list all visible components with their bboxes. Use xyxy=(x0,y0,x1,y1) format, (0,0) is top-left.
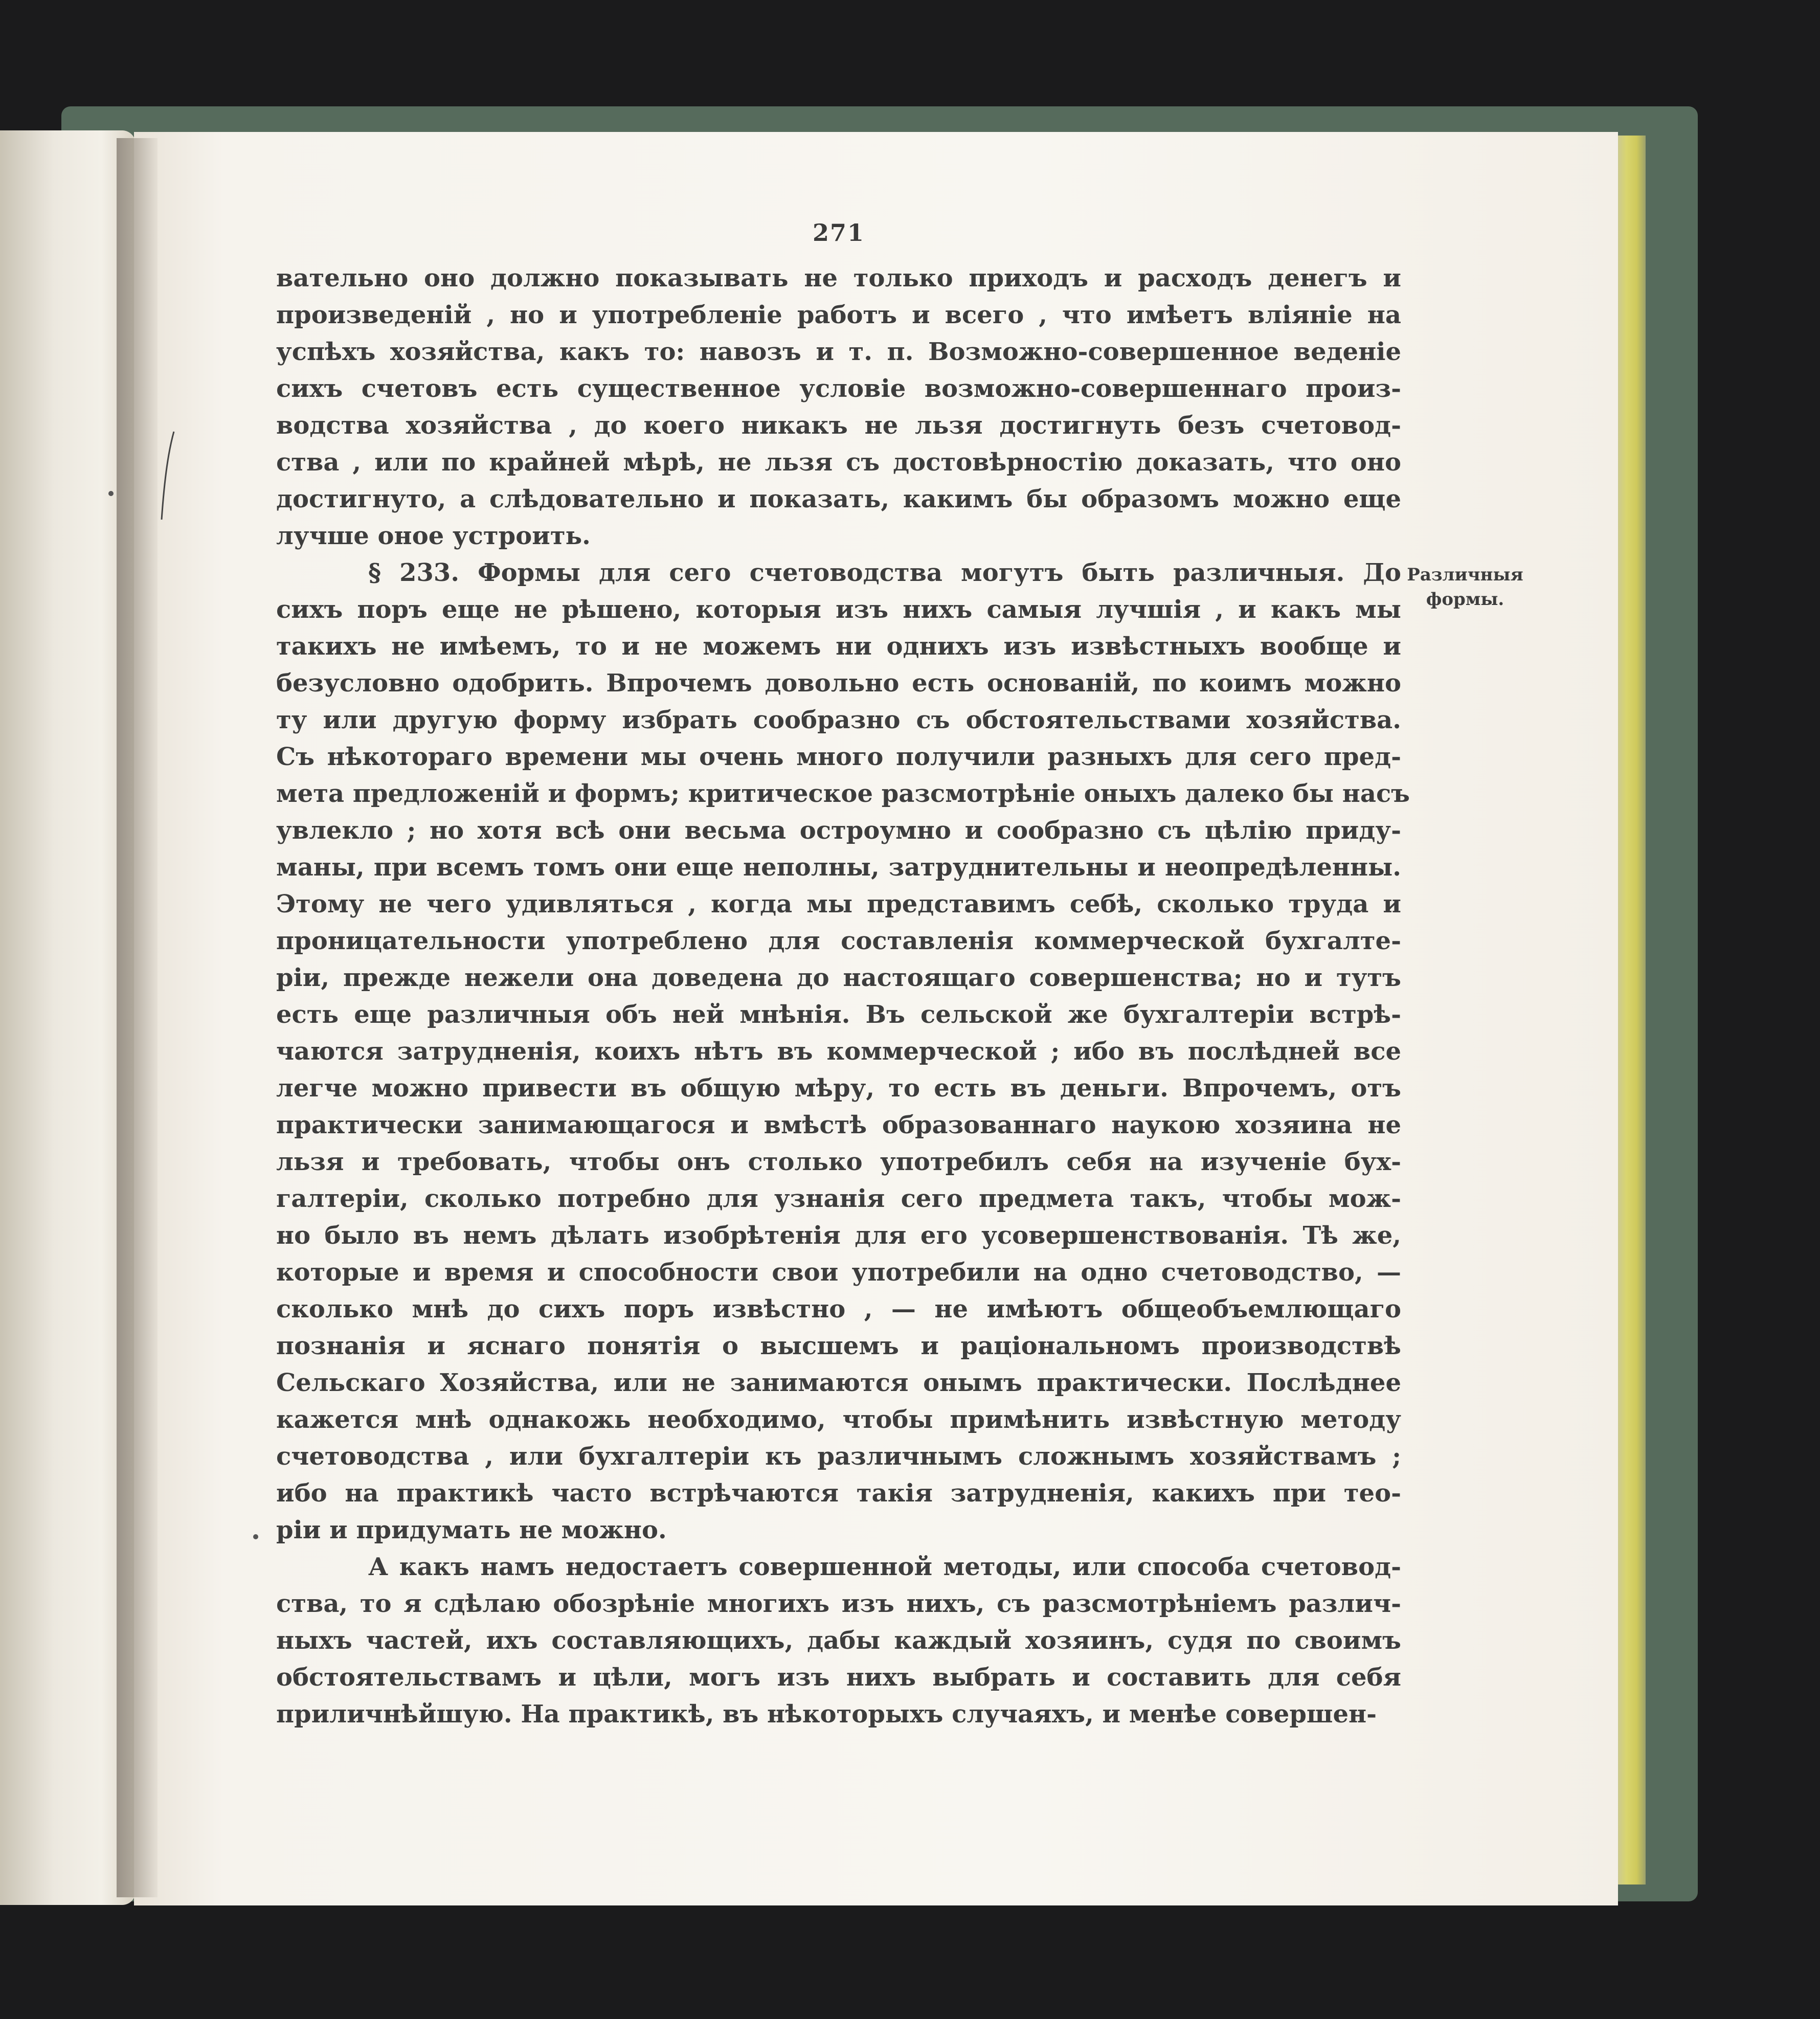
text-line: чаются затрудненія, коихъ нѣтъ въ коммерческой ; ибо въ послѣдней все xyxy=(276,1037,1401,1066)
text-line: но было въ немъ дѣлать изобрѣтенія для его усовершенствованія. Тѣ же, xyxy=(276,1221,1401,1250)
text-line: вательно оно должно показывать не только приходъ и расходъ денегъ и xyxy=(276,264,1401,293)
text-line: приличнѣйшую. На практикѣ, въ нѣкоторыхъ случаяхъ, и менѣе совершен- xyxy=(276,1700,1377,1729)
text-line: успѣхъ хозяйства, какъ то: навозъ и т. п. Возможно-совершенное веденіе xyxy=(276,338,1401,366)
paragraph xyxy=(276,554,1410,1549)
page-edge xyxy=(1616,136,1646,1885)
text-line: проницательности употреблено для составленія коммерческой бухгалте- xyxy=(276,927,1401,955)
text-line: обстоятельствамъ и цѣли, могъ изъ нихъ выбрать и составить для себя xyxy=(276,1663,1401,1692)
text-line: увлекло ; но хотя всѣ они весьма остроумно и сообразно съ цѣлію приду- xyxy=(276,816,1401,845)
text-line: счетоводства , или бухгалтеріи къ различнымъ сложнымъ хозяйствамъ ; xyxy=(276,1442,1401,1471)
paragraph xyxy=(276,260,1401,554)
text-line: ту или другую форму избрать сообразно съ обстоятельствами хозяйства. xyxy=(276,706,1401,734)
pencil-mark-icon xyxy=(153,430,184,522)
text-line: кажется мнѣ однакожь необходимо, чтобы примѣнить извѣстную методу xyxy=(276,1405,1401,1434)
text-line: практически занимающагося и вмѣстѣ образованнаго наукою хозяина не xyxy=(276,1111,1401,1139)
text-line: познанія и яснаго понятія о высшемъ и раціональномъ производствѣ xyxy=(276,1332,1401,1360)
text-line: безусловно одобрить. Впрочемъ довольно есть основаній, по коимъ можно xyxy=(276,669,1401,698)
margin-note-line: формы. xyxy=(1426,589,1504,610)
text-line: ныхъ частей, ихъ составляющихъ, дабы каждый хозяинъ, судя по своимъ xyxy=(276,1626,1401,1655)
text-line: § 233. Формы для сего счетоводства могутъ быть различныя. До xyxy=(368,558,1401,587)
margin-note xyxy=(1401,563,1529,612)
text-line: легче можно привести въ общую мѣру, то есть въ деньги. Впрочемъ, отъ xyxy=(276,1074,1401,1103)
margin-dot-icon xyxy=(108,491,114,496)
text-line: лучше оное устроить. xyxy=(276,522,591,550)
paragraph xyxy=(276,1549,1401,1733)
text-line: сихъ счетовъ есть существенное условіе возможно-совершеннаго произ- xyxy=(276,374,1401,403)
text-line: мета предложеній и формъ; критическое разсмотрѣніе оныхъ далеко бы насъ xyxy=(276,779,1410,808)
text-line: ибо на практикѣ часто встрѣчаются такія затрудненія, какихъ при теo- xyxy=(276,1479,1401,1508)
text-line: такихъ не имѣемъ, то и не можемъ ни однихъ изъ извѣстныхъ вообще и xyxy=(276,632,1401,661)
text-line: сихъ поръ еще не рѣшено, которыя изъ нихъ самыя лучшія , и какъ мы xyxy=(276,595,1401,624)
text-line: сколько мнѣ до сихъ поръ извѣстно , — не имѣютъ общеобъемлющаго xyxy=(276,1295,1401,1323)
text-line: А какъ намъ недостаетъ совершенной методы, или способа счетовод- xyxy=(368,1553,1401,1581)
text-line: которые и время и способности свои употребили на одно счетоводство, — xyxy=(276,1258,1401,1287)
text-line: ства , или по крайней мѣрѣ, не льзя съ достовѣрностію доказать, что оно xyxy=(276,448,1401,477)
margin-dot-icon xyxy=(253,1534,258,1539)
text-line: Этому не чего удивляться , когда мы представимъ себѣ, сколько труда и xyxy=(276,890,1401,918)
text-line: ріи и придумать не можно. xyxy=(276,1516,667,1544)
margin-note-line: Различныя xyxy=(1407,565,1523,585)
text-line: водства хозяйства , до коего никакъ не льзя достигнуть безъ счетовод- xyxy=(276,411,1401,440)
page-body-text xyxy=(276,260,1410,1733)
text-line: ріи, прежде нежели она доведена до настоящаго совершенства; но и тутъ xyxy=(276,963,1401,992)
text-line: достигнуто, а слѣдовательно и показать, какимъ бы образомъ можно еще xyxy=(276,485,1401,513)
text-line: ства, то я сдѣлаю обозрѣніе многихъ изъ нихъ, съ разсмотрѣніемъ различ- xyxy=(276,1589,1401,1618)
text-line: галтеріи, сколько потребно для узнанія сего предмета такъ, чтобы мож- xyxy=(276,1184,1401,1213)
text-line: маны, при всемъ томъ они еще неполны, затруднительны и неопредѣленны. xyxy=(276,853,1401,882)
page-number: 271 xyxy=(812,219,865,246)
text-line: есть еще различныя объ ней мнѣнія. Въ сельской же бухгалтеріи встрѣ- xyxy=(276,1000,1401,1029)
text-line: Сельскаго Хозяйства, или не занимаются онымъ практически. Послѣднее xyxy=(276,1369,1401,1397)
book-gutter-shadow xyxy=(117,138,158,1897)
text-line: льзя и требовать, чтобы онъ столько употребилъ себя на изученіе бух- xyxy=(276,1148,1401,1176)
left-facing-page xyxy=(0,130,136,1905)
text-line: Съ нѣкотораго времени мы очень много получили разныхъ для сего пред- xyxy=(276,743,1401,771)
text-line: произведеній , но и употребленіе работъ и всего , что имѣетъ вліяніе на xyxy=(276,301,1401,329)
